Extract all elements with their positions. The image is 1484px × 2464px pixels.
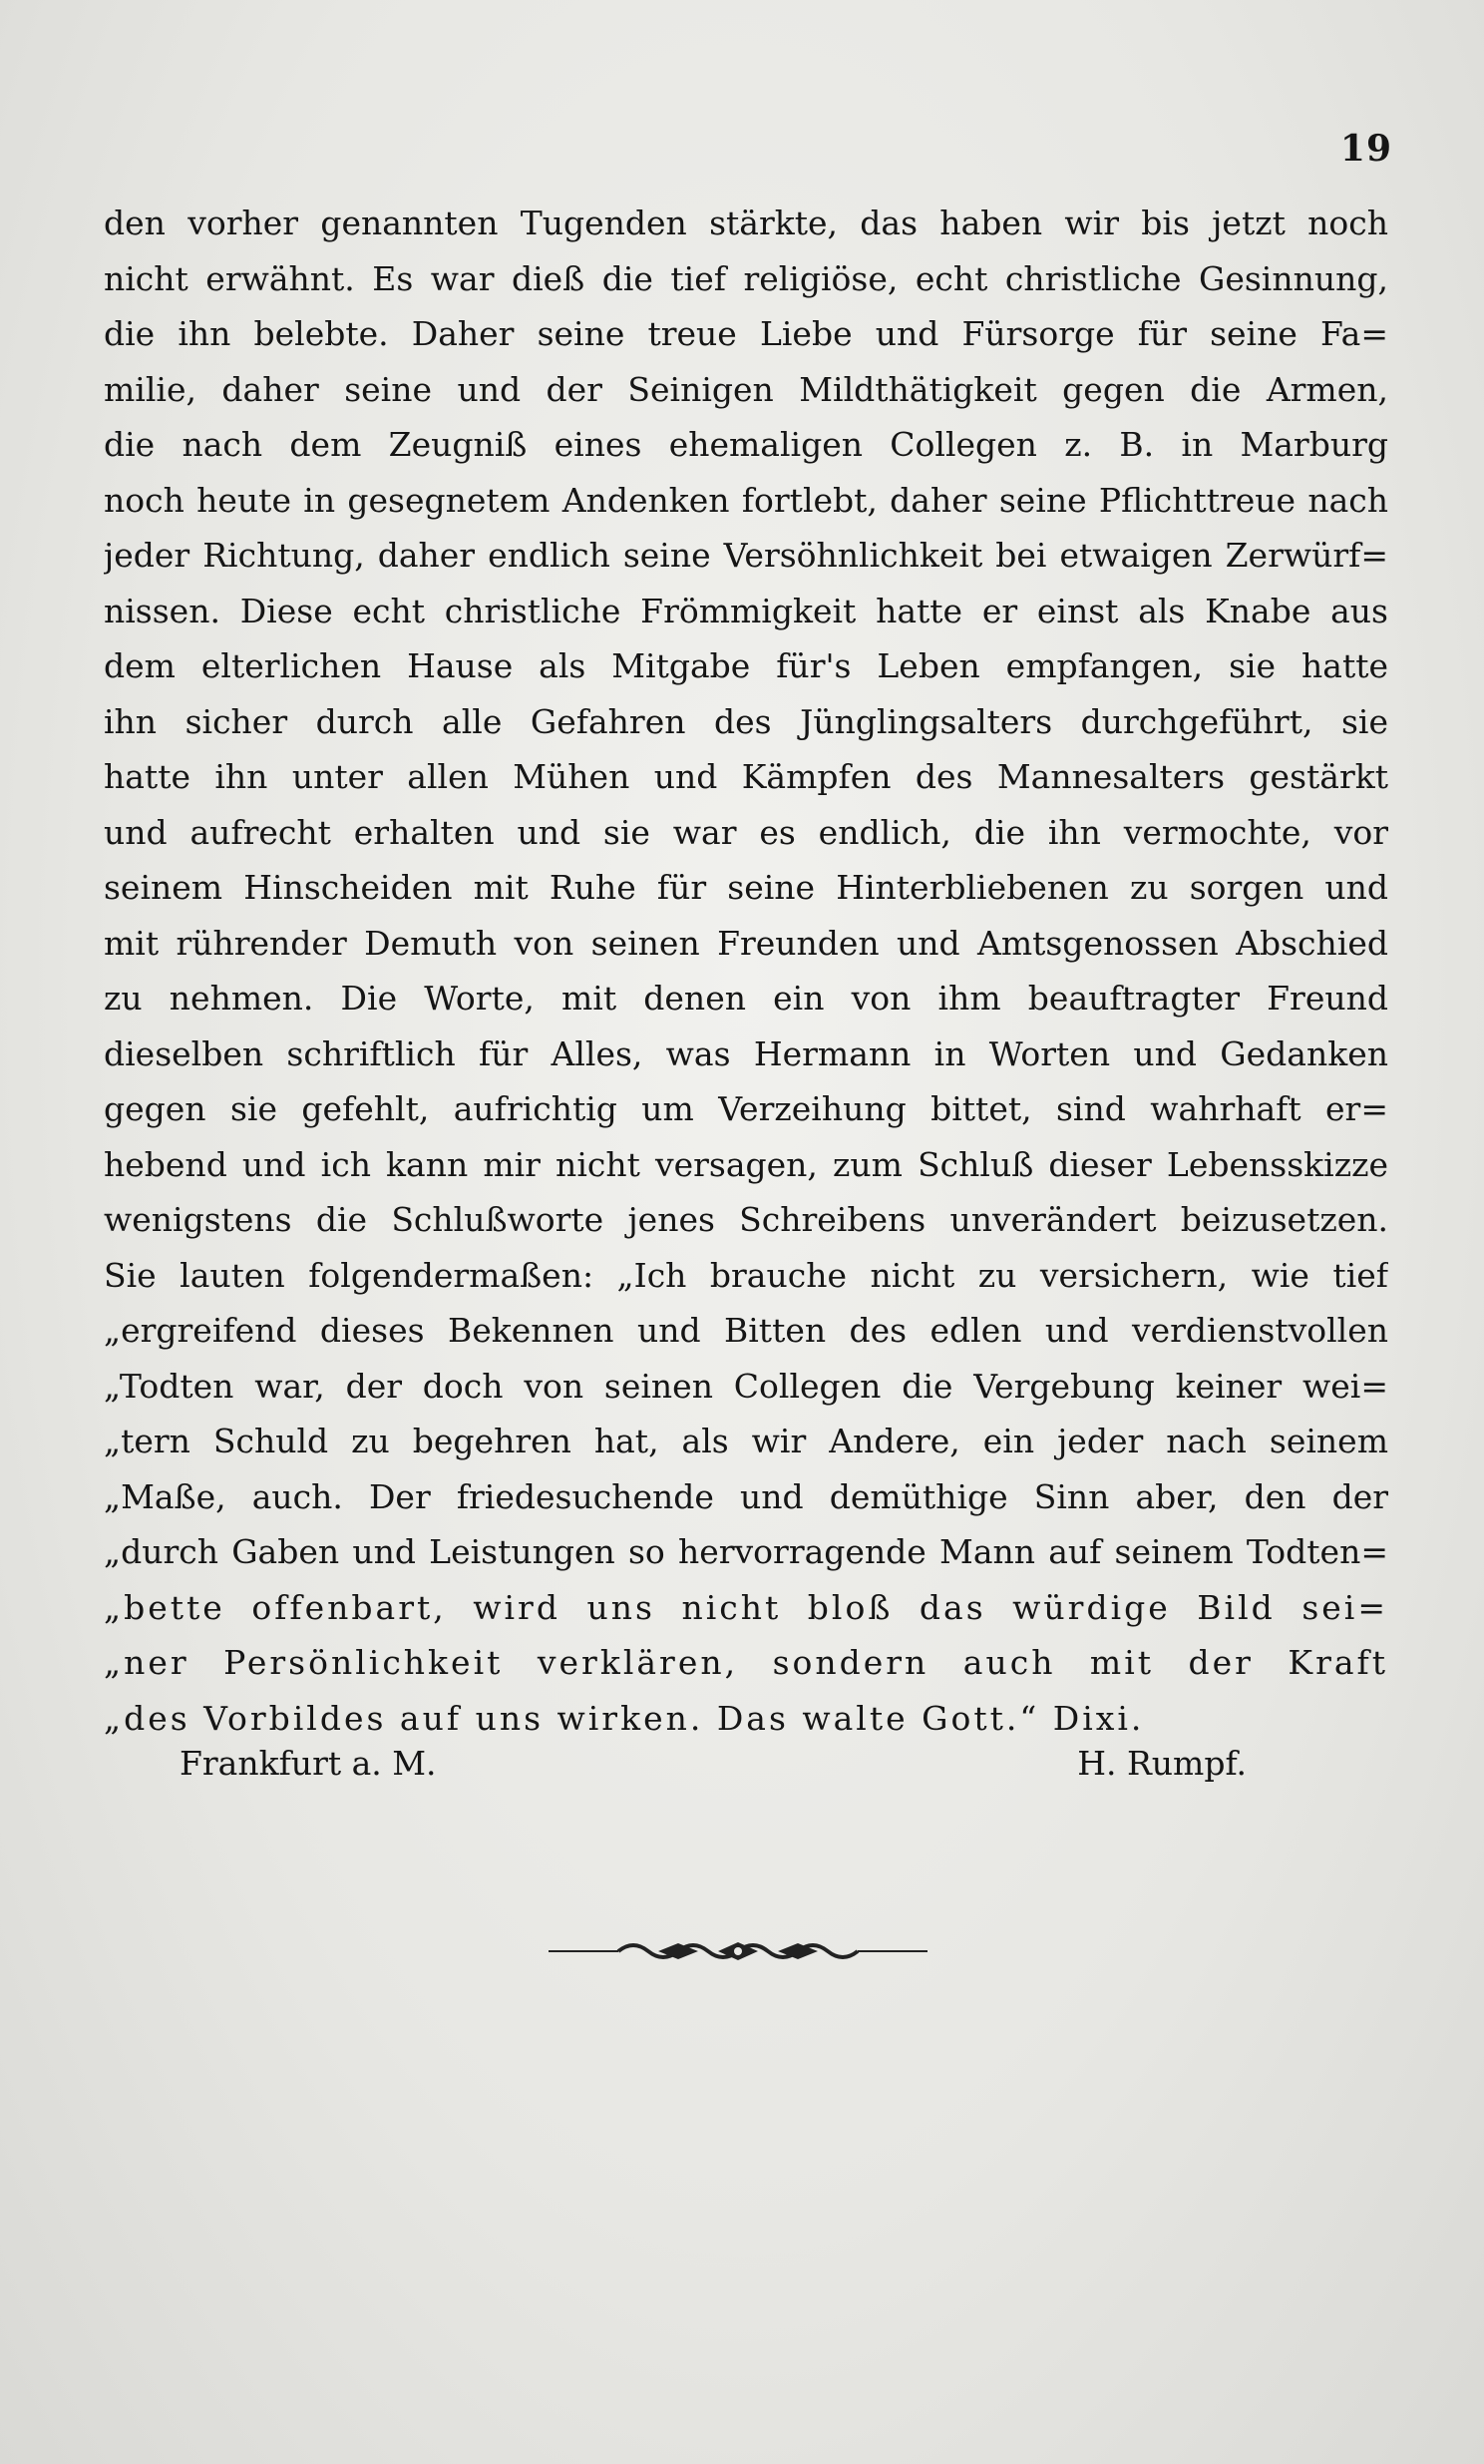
- text-line: „des Vorbildes auf uns wirken. Das walte Gott.“ Dixi.: [104, 1698, 1145, 1738]
- text-line: „durch Gaben und Leistungen so hervorragende Mann auf seinem Todten=: [104, 1532, 1388, 1571]
- signature-line: [180, 1734, 1247, 1794]
- text-line: nicht erwähnt. Es war dieß die tief religiöse, echt christliche Gesinnung,: [104, 258, 1388, 298]
- text-line: „ergreifend dieses Bekennen und Bitten des edlen und verdienstvollen: [104, 1311, 1388, 1350]
- text-line: mit rührender Demuth von seinen Freunden und Amtsgenossen Abschied: [104, 923, 1388, 963]
- text-line: die ihn belebte. Daher seine treue Liebe und Fürsorge für seine Fa=: [104, 314, 1388, 353]
- text-line: hebend und ich kann mir nicht versagen, zum Schluß dieser Lebensskizze: [104, 1144, 1388, 1184]
- text-line: seinem Hinscheiden mit Ruhe für seine Hinterbliebenen zu sorgen und: [104, 868, 1388, 907]
- text-line: hatte ihn unter allen Mühen und Kämpfen des Mannesalters gestärkt: [104, 757, 1388, 796]
- text-line: nissen. Diese echt christliche Frömmigkeit hatte er einst als Knabe aus: [104, 591, 1388, 630]
- text-line: noch heute in gesegnetem Andenken fortlebt, daher seine Pflichttreue nach: [104, 480, 1388, 520]
- text-line: „Todten war, der doch von seinen Collegen die Vergebung keiner wei=: [104, 1366, 1388, 1406]
- text-line: den vorher genannten Tugenden stärkte, das haben wir bis jetzt noch: [104, 204, 1388, 242]
- text-line: die nach dem Zeugniß eines ehemaligen Collegen z. B. in Marburg: [104, 425, 1388, 464]
- text-line: wenigstens die Schlußworte jenes Schreibens unverändert beizusetzen.: [104, 1200, 1388, 1239]
- signature-author: H. Rumpf.: [1077, 1744, 1247, 1783]
- text-line: milie, daher seine und der Seinigen Mildthätigkeit gegen die Armen,: [104, 369, 1388, 409]
- page-number: 19: [1339, 128, 1392, 170]
- text-line: dieselben schriftlich für Alles, was Hermann in Worten und Gedanken: [104, 1033, 1388, 1073]
- text-line: Sie lauten folgendermaßen: „Ich brauche nicht zu versichern, wie tief: [104, 1255, 1388, 1295]
- ornament-divider-icon: [549, 1931, 928, 1971]
- text-line: „tern Schuld zu begehren hat, als wir Andere, ein jeder nach seinem: [104, 1422, 1388, 1460]
- text-line: dem elterlichen Hause als Mitgabe für's Leben empfangen, sie hatte: [104, 646, 1388, 685]
- text-line: „ner Persönlichkeit verklären, sondern auch mit der Kraft: [104, 1643, 1388, 1682]
- text-line: „Maße, auch. Der friedesuchende und demüthige Sinn aber, den der: [104, 1476, 1388, 1516]
- body-text: [104, 196, 1388, 1746]
- text-line: gegen sie gefehlt, aufrichtig um Verzeihung bittet, sind wahrhaft er=: [104, 1089, 1388, 1128]
- text-line: und aufrecht erhalten und sie war es endlich, die ihn vermochte, vor: [104, 812, 1388, 852]
- signature-place: Frankfurt a. M.: [180, 1744, 437, 1783]
- text-line: ihn sicher durch alle Gefahren des Jünglingsalters durchgeführt, sie: [104, 701, 1388, 741]
- text-line: zu nehmen. Die Worte, mit denen ein von ihm beauftragter Freund: [104, 979, 1388, 1018]
- text-line: jeder Richtung, daher endlich seine Versöhnlichkeit bei etwaigen Zerwürf=: [104, 536, 1388, 575]
- text-line: „bette offenbart, wird uns nicht bloß das würdige Bild sei=: [104, 1587, 1388, 1627]
